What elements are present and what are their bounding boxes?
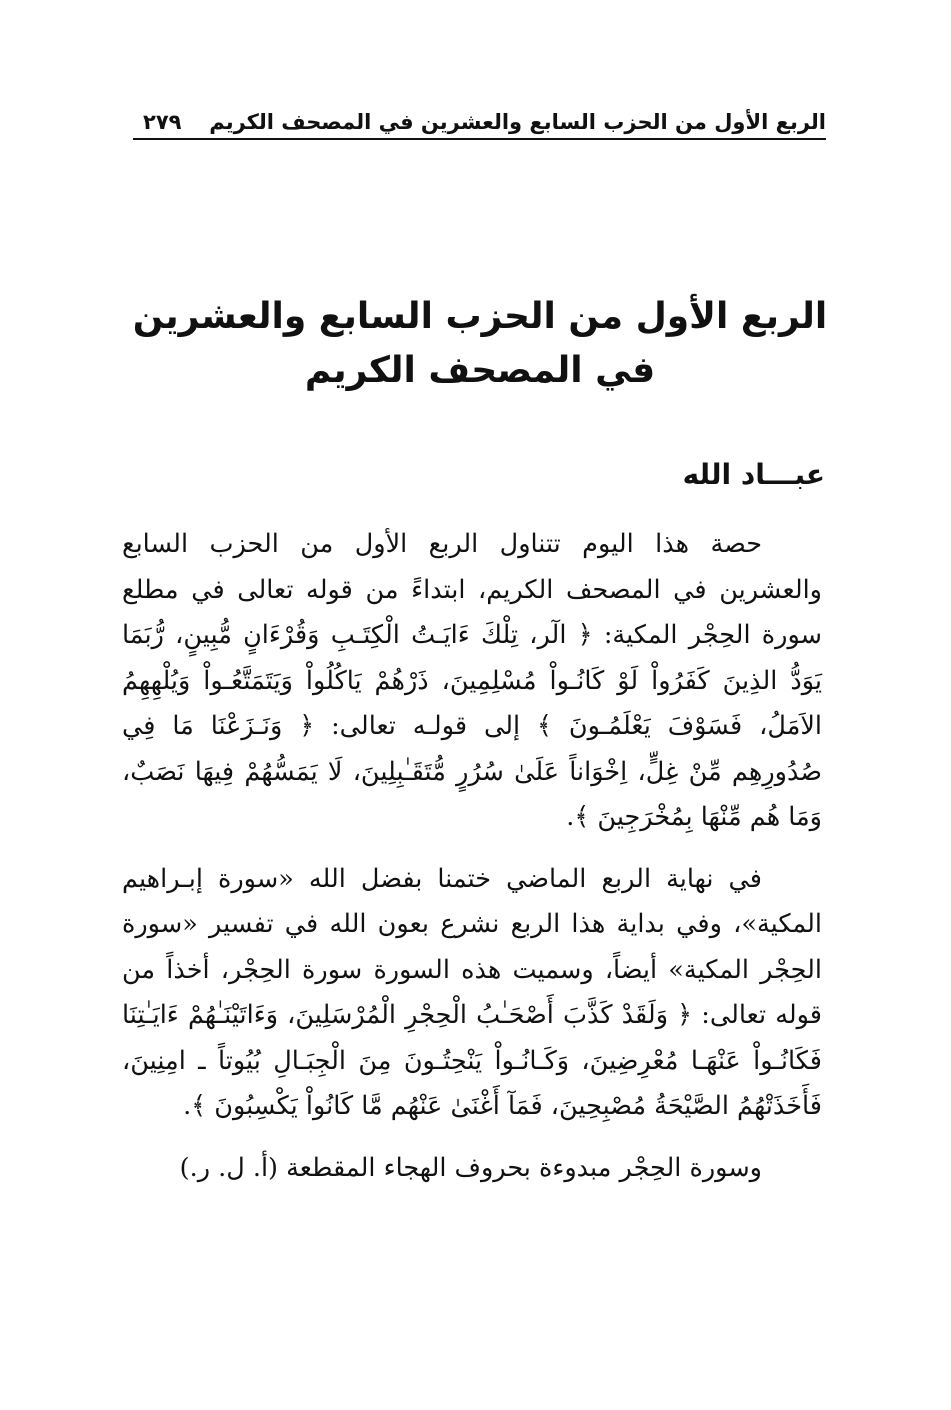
section-heading: عبـــاد الله <box>682 458 825 491</box>
running-header <box>133 104 826 140</box>
page-number: ٢٧٩ <box>143 110 182 134</box>
chapter-title <box>120 290 840 398</box>
paragraph-surah-name: في نهاية الربع الماضي ختمنا بفضل الله «سورة إبـراهيم المكية»، وفي بداية هذا الربع نشرع بعون الله في تفسير «سورة الحِجْر المكية» أيضاً، وسميت هذه السورة سورة الحِجْر، أخذاً من قوله تعالى: ﴿ وَلَقَدْ كَذَّبَ أَصْحَـٰبُ الْحِجْرِ الْمُرْسَلِينَ، وَءَاتَيْنَـٰهُمْ ءَايَـٰتِنَا فَكَانُـواْ عَنْهَـا مُعْرِضِينَ، وَكَـانُـواْ يَنْحِتُـونَ مِنَ الْجِبَـالِ بُيُوتاً ـ امِنِينَ، فَأَخَذَتْهُمُ الصَّيْحَةُ مُصْبِحِينَ، فَمَآ أَغْنَىٰ عَنْهُم مَّا كَانُواْ يَكْسِبُونَ ﴾. <box>122 863 822 1121</box>
paragraph-letters: وسورة الحِجْر مبدوءة بحروف الهجاء المقطعة (أ. ل. ر.) <box>179 1152 762 1183</box>
running-title: الربع الأول من الحزب السابع والعشرين في المصحف الكريم <box>209 110 826 134</box>
chapter-title-line-2: في المصحف الكريم <box>304 350 656 391</box>
paragraph-intro: حصة هذا اليوم تتناول الربع الأول من الحزب السابع والعشرين في المصحف الكريم، ابتداءً من قوله تعالى في مطلع سورة الحِجْر المكية: ﴿ الٓر، تِلْكَ ءَايَـتُ الْكِتَـبِ وَقُرْءَانٍ مُّبِينٍ، رُّبَمَا يَوَدُّ الذِينَ كَفَرُواْ لَوْ كَانُـواْ مُسْلِمِينَ، ذَرْهُمْ يَاكُلُواْ وَيَتَمَتَّعُـواْ وَيُلْهِهِمُ الاَمَلُ، فَسَوْفَ يَعْلَمُـونَ ﴾ إلى قولـه تعالى: ﴿ وَنَـزَعْنَا مَا فِي صُدُورِهِم مِّنْ غِلٍّ، اِخْوَاناً عَلَىٰ سُرُرٍ مُّتَقَـٰبِلِينَ، لَا يَمَسُّهُمْ فِيهَا نَصَبٌ، وَمَا هُم مِّنْهَا بِمُخْرَجِينَ ﴾. <box>122 529 822 832</box>
chapter-title-line-1: الربع الأول من الحزب السابع والعشرين <box>132 296 828 337</box>
body-text <box>122 522 822 1191</box>
